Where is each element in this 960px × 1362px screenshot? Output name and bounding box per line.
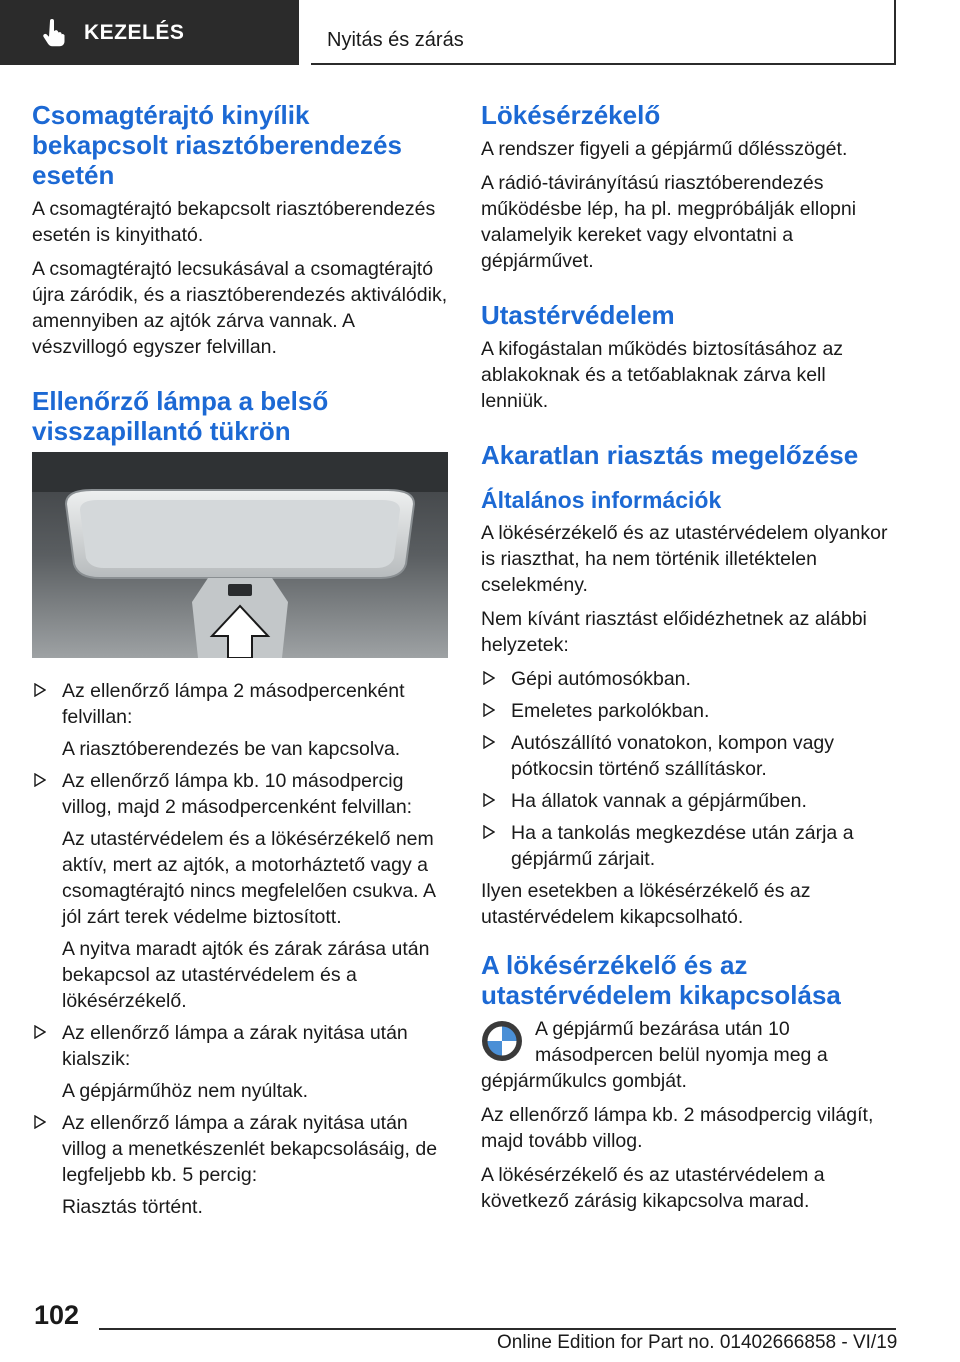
triangle-bullet-icon — [34, 683, 46, 697]
list-item: Az ellenőrző lámpa kb. 10 másodpercig villog, majd 2 másodpercenként felvillan: Az utastérvédelem és a lökésérzékelő nem aktív, mert az ajtók, a motorháztető vagy a csomagtérajtó nincs megfelelően csukva. A jól zárt terek védelme biztosított. A nyitva maradt ajtók és zárak zárása után bekapcsol az utastérvédelem és a lökésérzékelő. — [32, 768, 448, 1014]
paragraph: A lökésérzékelő és az utastérvédelem olyankor is riaszthat, ha nem történik illetéktelen cselekmény. — [481, 522, 888, 596]
page-number: 102 — [34, 1300, 80, 1330]
triangle-bullet-icon — [34, 1115, 46, 1129]
triangle-bullet-icon — [483, 793, 495, 807]
triangle-bullet-icon — [34, 1025, 46, 1039]
paragraph: A csomagtérajtó lecsukásával a csomagtérajtó újra záródik, és a riasztóberendezés aktiválódik, amennyiben az ajtók zárva vannak. A vészvillogó egyszer felvillan. — [32, 258, 448, 358]
rearview-mirror-image — [32, 452, 448, 658]
paragraph: A kifogástalan működés biztosításához az ablakoknak és a tetőablaknak zárva kell lenniük. — [481, 338, 844, 412]
section-title: Nyitás és zárás — [327, 29, 464, 51]
edition-note: Online Edition for Part no. 01402666858 - VI/19 — [497, 1332, 898, 1353]
paragraph: A rendszer figyeli a gépjármű dőlésszögét. — [481, 138, 848, 160]
triangle-bullet-icon — [483, 825, 495, 839]
right-column — [481, 100, 897, 1222]
triangle-bullet-icon — [483, 703, 495, 717]
heading-false-alarm: Akaratlan riasztás megelőzése — [481, 440, 859, 470]
false-alarm-situations-list — [481, 666, 897, 872]
list-item: Az ellenőrző lámpa 2 másodpercenként felvillan: A riasztóberendezés be van kapcsolva. — [32, 678, 448, 762]
heading-general-info: Általános információk — [481, 487, 722, 513]
list-item: Ha állatok vannak a gépjárműben. — [481, 788, 897, 814]
bmw-key-icon — [481, 1020, 523, 1062]
section-title-box — [311, 0, 896, 65]
list-item: Gépi autómosókban. — [481, 666, 897, 692]
left-column — [32, 100, 448, 1226]
list-item: Ha a tankolás megkezdése után zárja a gépjármű zárjait. — [481, 820, 897, 872]
paragraph: Nem kívánt riasztást előidézhetnek az alábbi helyzetek: — [481, 608, 867, 656]
list-item: Autószállító vonatokon, kompon vagy pótkocsin történő szállításkor. — [481, 730, 897, 782]
chapter-tab — [0, 0, 299, 65]
paragraph: A rádió-távirányítású riasztóberendezés működésbe lép, ha pl. megpróbálják ellopni valamelyik kereket vagy elvontatni a gépjárművet. — [481, 172, 857, 272]
footer-divider — [99, 1328, 896, 1330]
paragraph: Ilyen esetekben a lökésérzékelő és az utastérvédelem kikapcsolható. — [481, 880, 811, 928]
key-instruction: A gépjármű bezárása után 10 másodpercen belül nyomja meg a gépjárműkulcs gombját. — [481, 1018, 828, 1092]
triangle-bullet-icon — [483, 671, 495, 685]
list-item: Emeletes parkolókban. — [481, 698, 897, 724]
heading-interior-protection: Utastérvédelem — [481, 300, 675, 330]
paragraph: A csomagtérajtó bekapcsolt riasztóberendezés esetén is kinyitható. — [32, 198, 436, 246]
list-item: Az ellenőrző lámpa a zárak nyitása után villog a menetkészenlét bekapcsolásáig, de legfeljebb kb. 5 percig: Riasztás történt. — [32, 1110, 448, 1220]
heading-indicator-lamp: Ellenőrző lámpa a belső visszapillantó tükrön — [32, 386, 329, 446]
hand-pointer-icon — [38, 18, 68, 48]
heading-tilt-sensor: Lökésérzékelő — [481, 100, 661, 130]
heading-deactivate: A lökésérzékelő és az utastérvédelem kikapcsolása — [481, 950, 841, 1010]
chapter-label: KEZELÉS — [84, 20, 185, 44]
triangle-bullet-icon — [483, 735, 495, 749]
list-item: Az ellenőrző lámpa a zárak nyitása után kialszik: A gépjárműhöz nem nyúltak. — [32, 1020, 448, 1104]
paragraph: Az ellenőrző lámpa kb. 2 másodpercig világít, majd tovább villog. — [481, 1104, 874, 1152]
indicator-status-list — [32, 678, 448, 1220]
heading-trunk-opens: Csomagtérajtó kinyílik bekapcsolt riasztóberendezés esetén — [32, 100, 402, 190]
paragraph: A lökésérzékelő és az utastérvédelem a következő zárásig kikapcsolva marad. — [481, 1164, 825, 1212]
triangle-bullet-icon — [34, 773, 46, 787]
